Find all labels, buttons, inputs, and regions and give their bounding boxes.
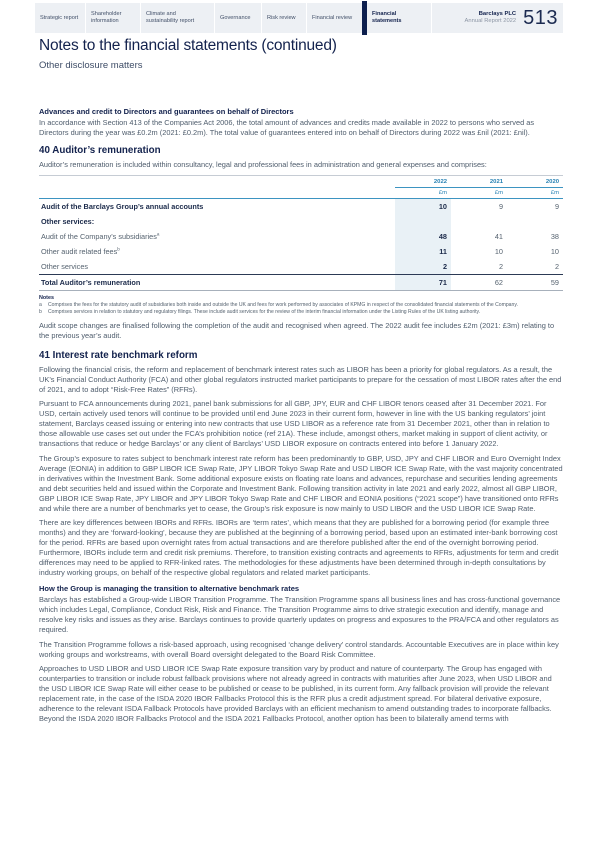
value-2022: 2 [395, 259, 451, 275]
row-label: Audit of the Company’s subsidiaries$^a$ [41, 231, 160, 241]
column-header-2020: 2020 [507, 175, 563, 187]
value-2022: 71 [395, 274, 451, 290]
value-2020: 9 [554, 201, 559, 211]
tab-financial-statements[interactable] [367, 3, 431, 33]
benchmark-paragraph: There are key differences between IBORs and RFRs. IBORs are ‘term rates’, which means that they are published for a borrowing period (for example three months) and they are ‘forward-looking’, because they are published at the beginning of a borrowing period, based upon an estimated inter-bank borrowing cost for the period. RFRs are based upon overnight rates from actual transactions and are therefore published after the end of the overnight borrowing period. Furthermore, IBORs include term and credit risk premiums. Therefore, to transition existing contracts and agreements to RFRs, adjustments for term and credit differences may need to be applied to RFR-linked rates. The methodologies for these adjustments have been determined through in-depth consultations by industry working groups, on behalf of the respective global regulators and related market participants. [39, 518, 559, 578]
table-total-row [39, 274, 563, 290]
row-label: Other services: [41, 216, 95, 226]
benchmark-paragraph: The Group’s exposure to rates subject to benchmark interest rate reform has been predominantly to GBP, USD, JPY and CHF LIBOR and Euro Overnight Index Average (EONIA) in addition to GBP LIBOR ICE Swap Rate, JPY LIBOR Tokyo Swap Rate and USD LIBOR ICE Swap Rate, with the vast majority concentrated in derivatives within the Investment Bank. Some additional exposure exists on floating rate loans and advances, repurchase and securities lending agreements and debt securities held and issued within the Corporate and Investment Bank. Following transition activity in late 2021 and early 2022, almost all GBP LIBOR, GBP LIBOR ICE Swap Rate, JPY LIBOR and JPY LIBOR Tokyo Swap Rate and CHF LIBOR and EONIA positions (“2021 scope”) have transitioned onto RFRs and while there are a number of benchmarks yet to cease, the Group’s risk exposure is now mainly to USD LIBOR and the USD LIBOR ICE Swap Rate. [39, 453, 563, 513]
note-text: Comprises the fees for the statutory audit of subsidiaries both inside and outside the UK and fees for work performed by associates of KPMG in respect of the consolidated financial statements of the Company. [48, 302, 518, 308]
content [39, 107, 563, 729]
auditors-intro: Auditor’s remuneration is included within consultancy, legal and professional fees in administration and general expenses and comprises: [39, 160, 487, 169]
page-subtitle: Other disclosure matters [39, 60, 143, 71]
value-2021: 41 [494, 231, 503, 241]
note-a [39, 302, 563, 308]
report-brand [465, 3, 524, 33]
advances-body: In accordance with Section 413 of the Companies Act 2006, the total amount of advances and credits made available in 2022 to persons who served as Directors during the year was £0.2m (2021: £0.2m). The total value of guarantees entered into on behalf of Directors during 2022 was £nil (2021: £nil). [39, 118, 535, 137]
value-2020 [507, 214, 563, 229]
tab-label: Risk review [267, 14, 296, 21]
tab-label: Governance [220, 14, 251, 21]
value-2022 [395, 214, 451, 229]
value-2020: 38 [550, 231, 559, 241]
footnote-ref-b: b [117, 246, 120, 252]
band-spacer [431, 3, 465, 33]
transition-subheading: How the Group is managing the transition to alternative benchmark rates [39, 584, 300, 594]
value-2020: 59 [507, 274, 563, 290]
note-text: Comprises services in relation to statutory and regulatory filings. These include audit services for the review of the interim financial information under the Listing Rules of the UK listing authority. [48, 309, 481, 316]
table-row [39, 259, 563, 275]
note-marker: a [39, 302, 42, 308]
unit-cell: £m [507, 187, 563, 198]
value-2020: 10 [550, 246, 559, 256]
table-unit-header-row [39, 187, 563, 198]
row-label: Other services [41, 261, 89, 271]
table-notes [39, 295, 563, 316]
brand-name: Barclays PLC [478, 11, 517, 17]
empty-header-cell [39, 187, 395, 198]
value-2021: 2 [498, 261, 503, 271]
benchmark-paragraph: Following the financial crisis, the reform and replacement of benchmark interest rates such as LIBOR has been a priority for global regulators. As a result, the UK’s Financial Conduct Authority (FCA) and other global regulators instructed market participants to prepare for the cessation of most LIBOR rates after the end of 2021, and to adopt “Risk-Free Rates” (RFRs). [39, 364, 562, 394]
note-marker: b [39, 309, 42, 316]
value-2021: 62 [451, 274, 507, 290]
benchmark-paragraph: Barclays has established a Group-wide LIBOR Transition Programme. The Transition Programme spans all business lines and has cross-functional governance which includes Legal, Compliance, Conduct Risk, Risk and Finance. The Transition Programme aims to drive strategic execution and identify, manage and resolve key risks and issues as they arise. Barclays continues to provide quarterly updates on progress and exposures to the PRA/FCA and other regulators as required. [39, 595, 561, 635]
benchmark-paragraph: The Transition Programme follows a risk-based approach, using recognised ‘change delivery’ control standards. Accountable Executives are in place within key working groups and workstreams, with overall Board oversight delegated to the Board Risk Committee. [39, 639, 559, 659]
row-label: Other audit related fees$^b$ [41, 246, 120, 256]
footnote-ref-a: a [156, 231, 160, 237]
value-2021: 10 [494, 246, 503, 256]
benchmark-paragraph: Approaches to USD LIBOR and USD LIBOR ICE Swap Rate exposure transition vary by product and nature of counterparty. The Group has engaged with counterparties to transition or include robust fallback provisions where not already agreed in contracts with maturities after June 2023, when USD LIBOR and the USD LIBOR ICE Swap Rate will either cease to be published or cease to be published, in its current form. Any fallback provision will provide the relevant replacement rate, in the case of the ISDA 2020 IBOR Fallbacks Protocol this is the RFR plus a credit adjustment spread. For bilateral derivative exposure, adherence to the relevant ISDA Fallback Protocols have provided Barclays with an efficient mechanism to amend outstanding trades to incorporate fallbacks. Beyond the ISDA 2020 IBOR Fallbacks Protocol and the ISDA 2021 Fallbacks Protocol, another option has been to bilaterally amend terms with [39, 664, 552, 724]
tab-strategic-report[interactable] [35, 3, 85, 33]
tab-label: Climate and sustainability report [146, 11, 195, 24]
tab-label: Shareholder information [91, 11, 122, 24]
advances-heading: Advances and credit to Directors and guarantees on behalf of Directors [39, 107, 294, 116]
note-b [39, 309, 563, 315]
tab-shareholder-information[interactable] [85, 3, 140, 33]
table-row [39, 229, 563, 244]
column-header-2021: 2021 [451, 175, 507, 187]
top-nav-band [35, 3, 563, 33]
notes-title: Notes [39, 294, 54, 301]
table-row [39, 214, 563, 229]
tab-label: Financial review [312, 14, 353, 21]
value-2021: 9 [498, 201, 503, 211]
tab-financial-review[interactable] [306, 3, 362, 33]
unit-cell: £m [395, 187, 451, 198]
audit-scope-paragraph: Audit scope changes are finalised following the completion of the audit and recognised when agreed. The 2022 audit fee includes £2m (2021: £3m) relating to the previous year’s audit. [39, 320, 555, 340]
value-2022: 48 [395, 229, 451, 244]
benchmark-paragraph: Pursuant to FCA announcements during 2021, panel bank submissions for all GBP, JPY, EUR and CHF LIBOR tenors ceased after 31 December 2021. For USD, certain actively used tenors will continue to be provided until end June 2023 in their current form, however in line with the US banking regulators’ joint statement, Barclays ceased issuing or entering into new contracts that use USD LIBOR as a reference rate from 31 December 2021, other than in relation to those allowable use cases set out under the FCA’s prohibition notice (ref 21A). These include, amongst others, market making in support of client activity, or transactions that reduce or hedge Barclays’ or any client of Barclays’ USD LIBOR exposure on contracts entered into before 1 January 2022. [39, 399, 550, 449]
tab-climate-sustainability-report[interactable] [140, 3, 214, 33]
section-40-heading: 40 Auditor’s remuneration [39, 145, 161, 156]
table-row [39, 244, 563, 259]
tab-label: Strategic report [40, 14, 79, 21]
brand-subtitle: Annual Report 2022 [464, 18, 517, 24]
tab-label: Financial statements [372, 11, 402, 24]
value-2022: 10 [395, 198, 451, 214]
page-title: Notes to the financial statements (continued) [39, 37, 337, 54]
section-41-heading: 41 Interest rate benchmark reform [39, 349, 198, 361]
empty-header-cell [39, 175, 395, 187]
row-label: Total Auditor’s remuneration [39, 274, 395, 290]
unit-cell: £m [451, 187, 507, 198]
table-year-header-row [39, 175, 563, 187]
value-2022: 11 [395, 244, 451, 259]
page-number: 513 [523, 6, 558, 29]
tab-risk-review[interactable] [261, 3, 306, 33]
auditors-remuneration-table [39, 175, 563, 291]
value-2021 [451, 214, 507, 229]
table-row [39, 198, 563, 214]
column-header-2022: 2022 [395, 175, 451, 187]
tab-governance[interactable] [214, 3, 261, 33]
value-2020: 2 [554, 261, 559, 271]
row-label: Audit of the Barclays Group’s annual accounts [41, 201, 204, 211]
